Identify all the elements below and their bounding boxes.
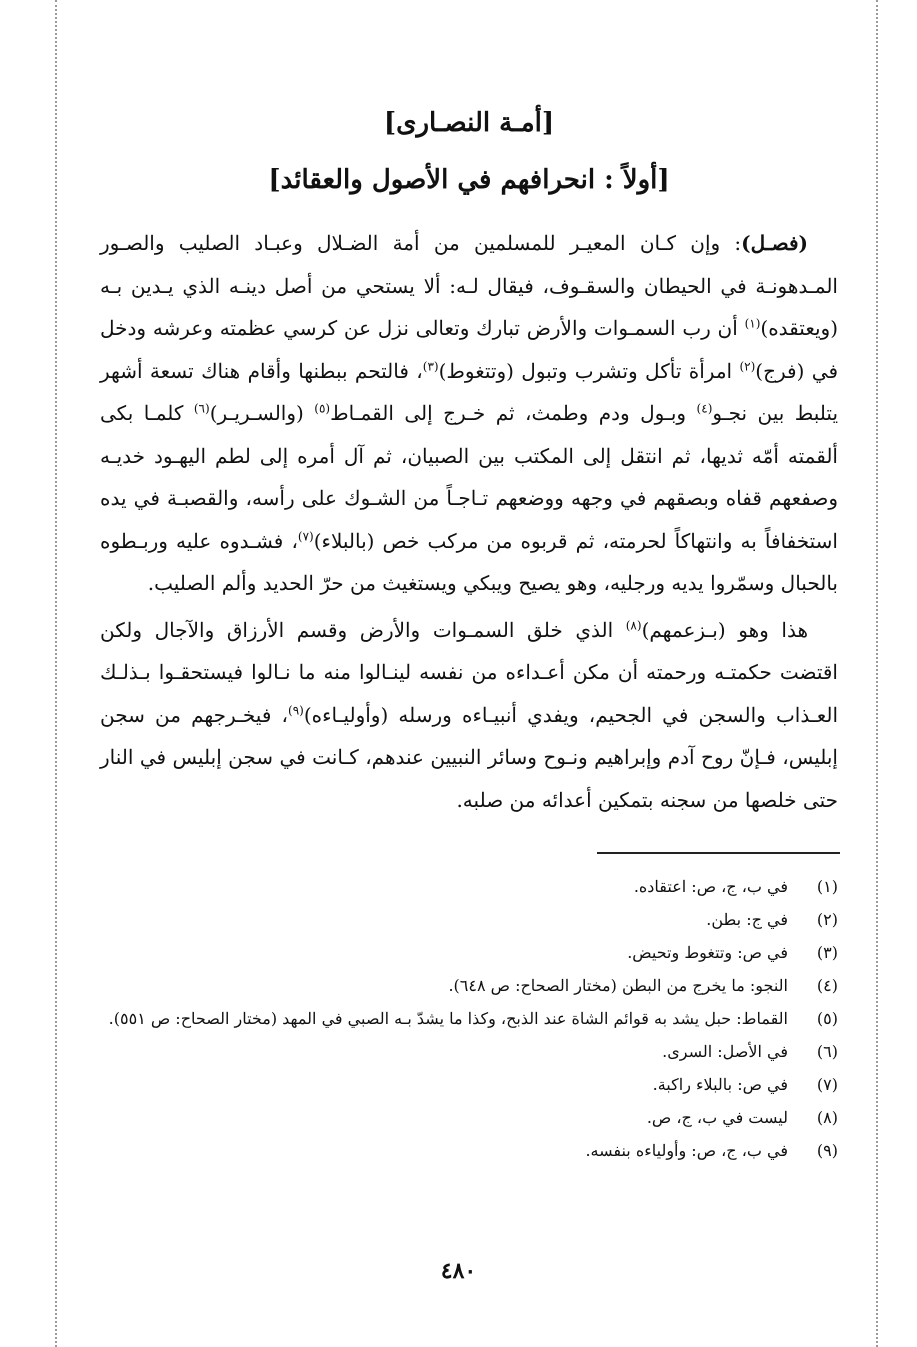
footnote-number: (٢): [816, 910, 838, 929]
text-run: : وإن كـان المعيـر للمسلمين من أمة الضـلال وعبـاد الصليب والصـور المـدهونـة في الحيطان والسقـوف، فيقال لـه: ألا يستحي من أصل دينـه الذي يـدين بـه (ويعتقده): [100, 231, 838, 340]
text-run: (والسـريـر): [209, 401, 315, 425]
footnote-text: في ص: وتتغوط وتحيض.: [627, 943, 788, 962]
footnote-text: في ب، ج، ص: اعتقاده.: [633, 877, 788, 896]
footnote-ref-2: (٢): [739, 358, 756, 373]
paragraph-1: [100, 222, 838, 605]
footnote-text: النجو: ما يخرج من البطن (مختار الصحاح: ص ٦٤٨).: [448, 976, 788, 995]
footnote: [100, 1035, 838, 1068]
footnote-text: في ص: بالبلاء راكبة.: [652, 1075, 788, 1094]
text-run: ، فشـدوه عليه وربـطوه بالحبال وسمّروا يديه ورجليه، وهو يصيح ويبكي ويستغيث من حرّ الحديد وألم الصليب.: [100, 528, 838, 595]
subsection-heading: [أولاً : انحرافهم في الأصول والعقائد]: [268, 165, 670, 195]
footnote-number: (٧): [816, 1075, 838, 1094]
page-number: ٤٨٠: [440, 1258, 477, 1284]
footnote-ref-1: (١): [744, 316, 761, 331]
footnote: [100, 1101, 838, 1134]
footnote: [100, 870, 838, 903]
footnote-number: (٦): [816, 1042, 838, 1061]
right-edge-perforation: [876, 0, 878, 1347]
paragraph-lead: (فصـل): [741, 231, 808, 255]
footnote-number: (١): [816, 877, 838, 896]
text-run: الذي خلق السمـوات والأرض وقسم الأرزاق والآجال ولكن اقتضت حكمتـه ورحمته أن مكن أعـداءه من نفسه لينـالوا منه ما نـالوا فيستحقـوا بـذلـك العـذاب والسجن في الجحيم، ويفدي أنبيـاءه ورسله (وأوليـاءه): [100, 617, 839, 727]
text-run: ، فيخـرجهم من سجن إبليس، فـإنّ روح آدم وإبراهيم ونـوح وسائر النبيين عندهم، كـانت في سجن إبليس في النار حتى خلصها من سجنه بتمكين أعدائه من صلبه.: [100, 702, 838, 812]
footnote-text: في الأصل: السرى.: [662, 1042, 788, 1061]
footnote-ref-9: (٩): [288, 702, 304, 717]
footnote: [100, 936, 838, 969]
left-edge-perforation: [55, 0, 57, 1347]
footnote: [100, 903, 838, 936]
paragraph-2: [100, 609, 838, 822]
text-run: امرأة تأكل وتشرب وتبول (وتتغوط): [438, 358, 740, 383]
text-run: وبـول ودم وطمث، ثم خـرج إلى القمـاط: [330, 401, 697, 425]
footnote: [100, 969, 838, 1002]
footnote-number: (٩): [816, 1141, 838, 1160]
footnotes: [100, 870, 838, 1167]
footnote-number: (٨): [816, 1108, 838, 1127]
footnote: [100, 1134, 838, 1167]
footnote-ref-8: (٨): [625, 617, 642, 632]
footnote-ref-5: (٥): [314, 401, 331, 416]
footnote-ref-4: (٤): [696, 401, 713, 416]
footnote-text: القماط: حبل يشد به قوائم الشاة عند الذبح، وكذا ما يشدّ بـه الصبي في المهد (مختار الصحاح: ص ٥٥١).: [108, 1009, 788, 1028]
footnote: [100, 1002, 838, 1035]
footnote-number: (٤): [816, 976, 838, 995]
footnote-text: في ب، ج، ص: وأولياءه بنفسه.: [585, 1141, 788, 1160]
footnote-text: في ج: بطن.: [706, 910, 788, 929]
text-run: ، فالتحم ببطنها وأقام هناك تسعة أشهر يتلبط بين نجـو: [100, 358, 839, 425]
footnote-number: (٣): [816, 943, 838, 962]
footnote-ref-3: (٣): [422, 358, 439, 373]
footnote-ref-6: (٦): [193, 401, 210, 416]
footnote-number: (٥): [816, 1009, 838, 1028]
footnote-ref-7: (٧): [297, 528, 314, 543]
main-text: [100, 222, 838, 821]
section-heading: [أمـة النصـارى]: [383, 108, 555, 138]
text-run: هذا وهو (بـزعمهم): [641, 617, 808, 642]
text-run: كلمـا بكى ألقمته أمّه ثديها، ثم انتقل إلى المكتب بين الصبيان، ثم آل أمره إلى لطم اليهـود خديـه وصفعهم قفاه وبصقهم في وجهه ووضعهم تـاجـاً من الشـوك على رأسه، والقصبـة في يده استخفافاً به وانتهاكاً لحرمته، ثم قربوه من مركب خص (بالبلاء): [100, 401, 838, 553]
footnote-separator: [597, 852, 840, 854]
text-run: أن رب السمـوات والأرض تبارك وتعالى نزل عن كرسي عظمته وعرشه ودخل في (فرج): [100, 316, 839, 383]
footnote-text: ليست في ب، ج، ص.: [646, 1108, 788, 1127]
footnote: [100, 1068, 838, 1101]
